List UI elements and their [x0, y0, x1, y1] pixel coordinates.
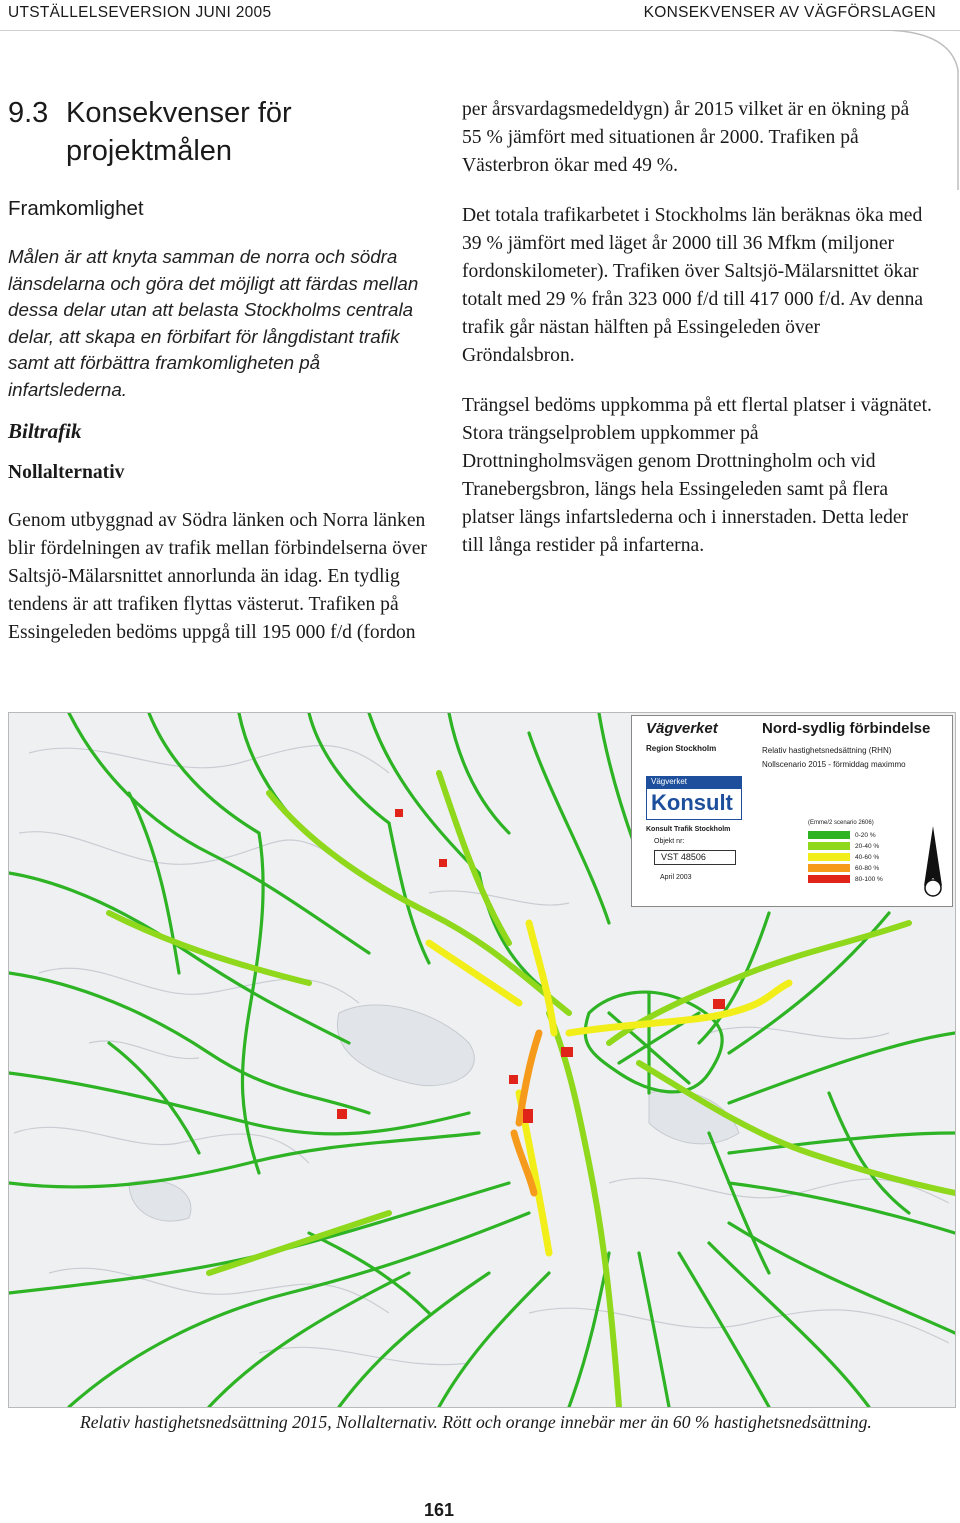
- legend-table-header: (Emme/2 scenario 2606): [808, 820, 874, 826]
- legend-class-table: [808, 820, 910, 885]
- section-title-line1: Konsekvenser för: [66, 97, 292, 129]
- north-arrow-icon: [922, 826, 944, 898]
- konsult-logo-brand: Konsult: [651, 790, 733, 815]
- legend-row: [808, 874, 910, 884]
- lead-paragraph: Målen är att knyta samman de norra och södra länsdelarna och göra det möjligt att färdas mellan dessa delar utan att belasta Stockholms centrala delar, att skapa en förbifart för långdistant trafik samt att förbättra framkomligheten på infartslederna.: [8, 246, 419, 400]
- map-date: April 2003: [660, 874, 692, 881]
- map-subtitle-1: Relativ hastighetsnedsättning (RHN): [762, 746, 892, 755]
- running-header-right: KONSEKVENSER AV VÄGFÖRSLAGEN: [643, 4, 936, 21]
- section-title: [8, 94, 433, 170]
- map-legend-panel: [631, 715, 953, 907]
- section-number: 9.3: [8, 97, 49, 129]
- body-paragraph-right-3: Trängsel bedöms uppkomma på ett flertal platser i vägnätet. Stora trängselproblem uppkommer på Drottningholmsvägen genom Drottningholm och vid Tranebergsbron, längs hela Essingeleden samt på flera platser längs infartslederna och i innerstaden. Detta leder till långa restider på infarterna.: [462, 395, 932, 556]
- legend-row: [808, 852, 910, 862]
- map-firm: Konsult Trafik Stockholm: [646, 826, 731, 833]
- heading-nollalternativ: Nollalternativ: [8, 462, 125, 483]
- section-title-line2: projektmålen: [66, 135, 233, 167]
- legend-swatch: [808, 831, 850, 839]
- figure-caption: Relativ hastighetsnedsättning 2015, Nollalternativ. Rött och orange innebär mer än 60 % hastighetsnedsättning.: [80, 1412, 872, 1432]
- legend-label: 80-100 %: [855, 875, 883, 883]
- agency-logo-text: Vägverket: [646, 720, 718, 737]
- legend-swatch: [808, 864, 850, 872]
- map-object-label: Objekt nr:: [654, 838, 685, 845]
- left-column: [8, 94, 433, 647]
- legend-label: 0-20 %: [855, 831, 876, 839]
- body-paragraph-right-2: Det totala trafikarbetet i Stockholms län beräknas öka med 39 % jämfört med läget år 2000 till 36 Mfkm (miljoner fordonskilometer). Trafiken över Saltsjö-Mälarsnittet ökar totalt med 29 % från 323 000 f/d till 417 000 f/d. Av denna trafik går nästan hälften på Essingeleden över Gröndalsbron.: [462, 205, 924, 366]
- legend-swatch: [808, 842, 850, 850]
- legend-label: 20-40 %: [855, 842, 880, 850]
- map-title: Nord-sydlig förbindelse: [762, 720, 931, 737]
- subheading-framkomlighet: Framkomlighet: [8, 197, 144, 220]
- legend-label: 40-60 %: [855, 853, 880, 861]
- legend-row: [808, 841, 910, 851]
- body-paragraph-left: Genom utbyggnad av Södra länken och Norra länken blir fördelningen av trafik mellan förbindelserna över Saltsjö-Mälarsnittet annorlunda än idag. En tydlig tendens är att trafiken flyttas västerut. Trafiken på Essingeleden bedöms uppgå till 195 000 f/d (fordon: [8, 510, 427, 643]
- right-column: [462, 96, 932, 560]
- legend-swatch: [808, 875, 850, 883]
- heading-biltrafik: Biltrafik: [8, 419, 82, 443]
- legend-swatch: [808, 853, 850, 861]
- page-number: 161: [424, 1500, 455, 1520]
- konsult-logo-top: Vägverket: [647, 777, 741, 789]
- body-paragraph-right-1: per årsvardagsmedeldygn) år 2015 vilket är en ökning på 55 % jämfört med situationen år 2000. Trafiken på Västerbron ökar med 49 %.: [462, 99, 910, 176]
- map-reference: VST 48506: [654, 850, 736, 865]
- legend-row: [808, 863, 910, 873]
- konsult-logo: [646, 776, 742, 820]
- running-header-left: UTSTÄLLELSEVERSION JUNI 2005: [8, 4, 272, 21]
- map-region: Region Stockholm: [646, 744, 717, 753]
- traffic-map: [8, 712, 956, 1408]
- legend-row: [808, 830, 910, 840]
- legend-label: 60-80 %: [855, 864, 880, 872]
- map-subtitle-2: Nollscenario 2015 - förmiddag maximmo: [762, 760, 906, 769]
